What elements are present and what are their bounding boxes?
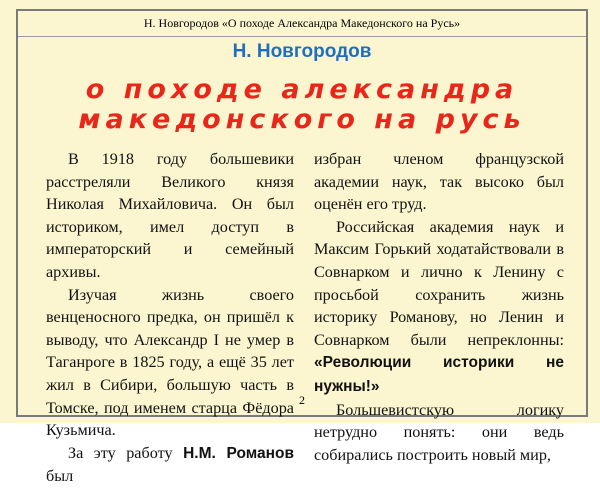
article-author: Н. Новгородов [232, 41, 372, 62]
page-number: 2 [299, 393, 305, 407]
title-line-1: о походе александра [85, 74, 519, 105]
right-p2-text: Российская академия наук и Максим Горький ходатайствовали в Совнарком и лично к Ленину с просьбой сохранить жизнь историку Романову, но Ленин и Совнарком были непреклонны: [314, 217, 564, 349]
article-title [18, 75, 586, 135]
left-paragraph-3 [46, 442, 294, 488]
running-header: Н. Новгородов «О походе Александра Македонского на Русь» [18, 11, 586, 37]
right-paragraph-3: Большевистскую логику нетрудно понять: они ведь собирались построить новый мир, [314, 400, 564, 464]
page-frame [16, 9, 588, 486]
title-line-2: македонского на русь [78, 104, 526, 135]
right-paragraph-2 [314, 216, 564, 399]
left-p3-start: За эту работу [68, 443, 173, 462]
left-paragraph-2: Изучая жизнь своего венценосного предка, он пришёл к выводу, что Александр I не умер в Таганроге в 1825 году, а ещё 35 лет жил в Сибири, большую часть в Томске, под именем старца Фёдора Кузьмича. [46, 285, 294, 440]
left-paragraph-1: В 1918 году большевики расстреляли Великого князя Николая Михайловича. Он был историком, имел доступ в императорский и семейный архивы. [46, 150, 294, 281]
right-paragraph-1: избран членом французской академии наук, так высоко был оценён его труд. [314, 150, 564, 214]
romanov-name: Н.М. Романов [183, 444, 295, 462]
revolution-quote: «Революции историки не нужны!» [314, 354, 564, 395]
left-column [46, 148, 294, 488]
right-column [314, 148, 564, 466]
left-p3-end: был [46, 467, 74, 486]
